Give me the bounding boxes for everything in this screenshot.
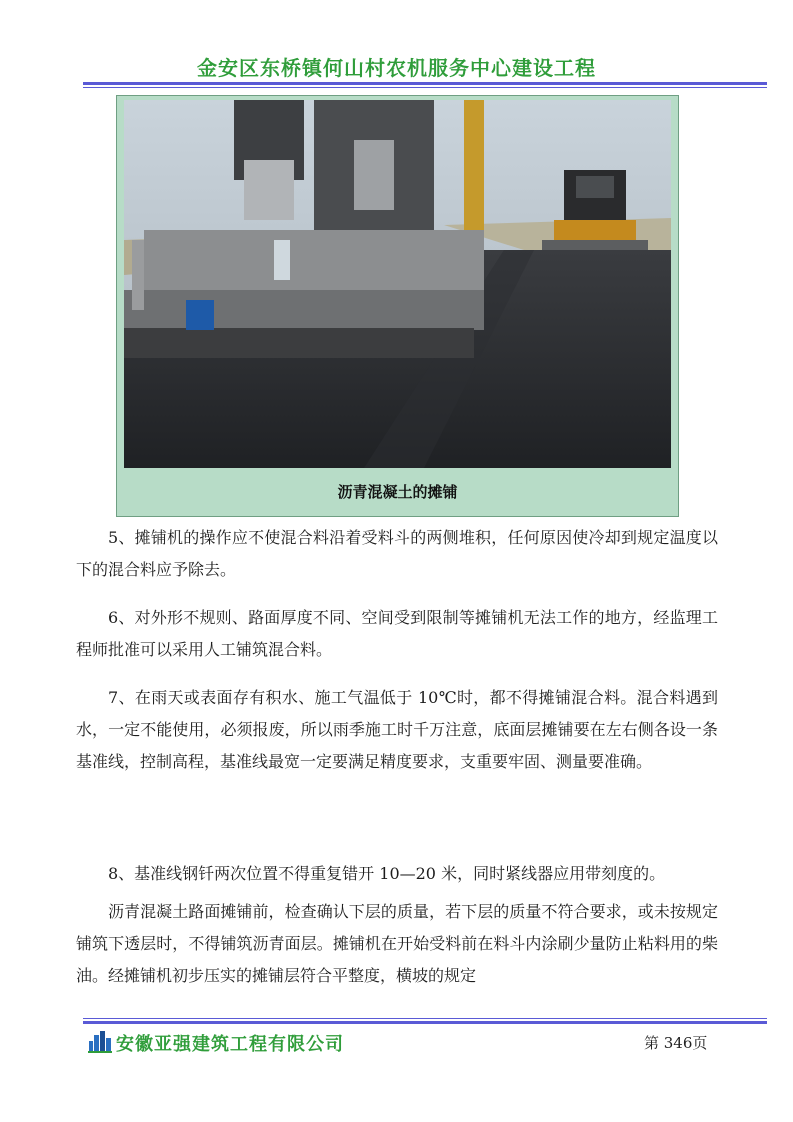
figure-caption: 沥青混凝土的摊铺 bbox=[337, 483, 458, 501]
paragraph-8: 8、基准线钢钎两次位置不得重复错开 10—20 米，同时紧线器应用带刻度的。 bbox=[108, 864, 666, 883]
document-header-title: 金安区东桥镇何山村农机服务中心建设工程 bbox=[197, 56, 596, 80]
footer-rule-thick bbox=[83, 1021, 767, 1024]
footer-company-name: 安徽亚强建筑工程有限公司 bbox=[116, 1034, 344, 1055]
footer-rule-thin bbox=[83, 1018, 767, 1019]
paragraph-6: 6、对外形不规则、路面厚度不同、空间受到限制等摊铺机无法工作的地方，经监理工程师批准可以采用人工铺筑混合料。 bbox=[76, 608, 718, 659]
asphalt-paving-photo bbox=[124, 100, 671, 468]
paragraph-paving-check: 沥青混凝土路面摊铺前，检查确认下层的质量，若下层的质量不符合要求，或未按规定铺筑下透层时，不得铺筑沥青面层。摊铺机在开始受料前在料斗内涂刷少量防止粘料用的柴油。经摊铺机初步压实的摊铺层符合平整度，横坡的规定 bbox=[76, 902, 718, 985]
header-rule-thick bbox=[83, 82, 767, 85]
figure-frame bbox=[116, 95, 679, 517]
building-logo-icon bbox=[88, 1031, 112, 1053]
paragraph-5: 5、摊铺机的操作应不使混合料沿着受料斗的两侧堆积，任何原因使冷却到规定温度以下的混合料应予除去。 bbox=[76, 528, 718, 579]
paragraph-7: 7、在雨天或表面存有积水、施工气温低于 10℃时，都不得摊铺混合料。混合料遇到水，一定不能使用，必须报废，所以雨季施工时千万注意，底面层摊铺要在左右侧各设一条基准线，控制高程，基准线最宽一定要满足精度要求，支重要牢固、测量要准确。 bbox=[76, 688, 718, 771]
header-rule-thin bbox=[83, 87, 767, 88]
footer-page-number: 第 346页 bbox=[644, 1034, 708, 1052]
